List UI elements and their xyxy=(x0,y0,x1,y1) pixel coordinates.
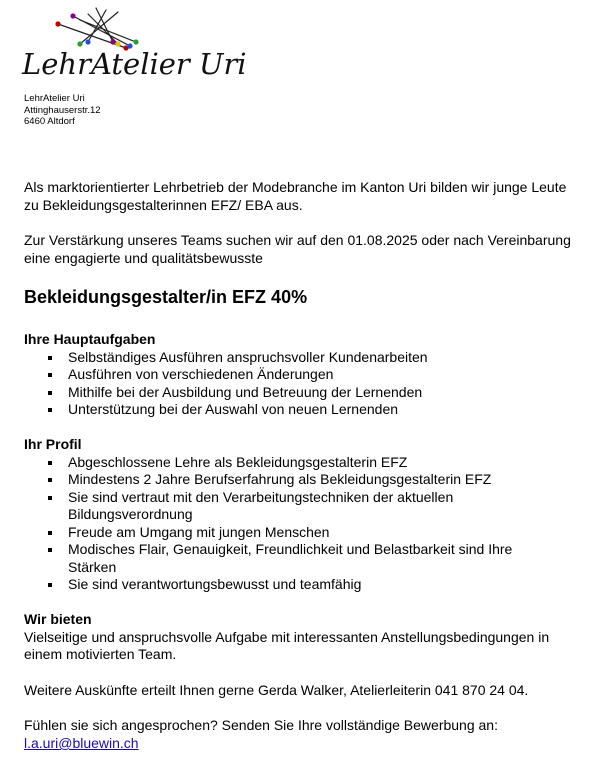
offer-text: Vielseitige und anspruchsvolle Aufgabe mit interessanten Anstellungsbedingungen in einem motivierten Team. xyxy=(24,628,550,662)
tasks-section xyxy=(24,331,584,419)
profile-list xyxy=(24,454,584,594)
tasks-list xyxy=(24,349,584,419)
list-item: Modisches Flair, Genauigkeit, Freundlichkeit und Belastbarkeit sind Ihre Stärken xyxy=(24,541,584,576)
tasks-heading: Ihre Hauptaufgaben xyxy=(24,331,156,347)
list-item: Unterstützung bei der Auswahl von neuen Lernenden xyxy=(24,401,584,419)
logo-graphic xyxy=(18,2,247,82)
offer-section xyxy=(24,611,584,664)
list-item: Selbständiges Ausführen anspruchsvoller Kundenarbeiten xyxy=(24,349,584,367)
logo xyxy=(18,2,247,82)
apply-paragraph: Fühlen sie sich angesprochen? Senden Sie Ihre vollständige Bewerbung an: xyxy=(24,717,498,733)
address-city: 6460 Altdorf xyxy=(24,116,75,127)
profile-heading: Ihr Profil xyxy=(24,436,82,452)
contact-paragraph: Weitere Auskünfte erteilt Ihnen gerne Gerda Walker, Atelierleiterin 041 870 24 04. xyxy=(24,682,529,698)
sender-address xyxy=(24,93,101,128)
offer-heading: Wir bieten xyxy=(24,611,92,627)
list-item: Mindestens 2 Jahre Berufserfahrung als Bekleidungsgestalterin EFZ xyxy=(24,471,584,489)
list-item: Ausführen von verschiedenen Änderungen xyxy=(24,366,584,384)
list-item: Mithilfe bei der Ausbildung und Betreuung der Lernenden xyxy=(24,384,584,402)
vacancy-paragraph: Zur Verstärkung unseres Teams suchen wir auf den 01.08.2025 oder nach Vereinbarung eine engagierte und qualitätsbewusste xyxy=(24,232,571,266)
address-name: LehrAtelier Uri xyxy=(24,93,85,104)
email-link[interactable]: l.a.uri@bluewin.ch xyxy=(24,735,139,751)
list-item: Sie sind vertraut mit den Verarbeitungstechniken der aktuellen Bildungsverordnung xyxy=(24,489,584,524)
list-item: Freude am Umgang mit jungen Menschen xyxy=(24,524,584,542)
logo-wordmark: LehrAtelier Uri xyxy=(22,47,247,81)
address-street: Attinghauserstr.12 xyxy=(24,104,101,116)
list-item: Sie sind verantwortungsbewusst und teamfähig xyxy=(24,576,584,594)
profile-section xyxy=(24,436,584,594)
job-title: Bekleidungsgestalter/in EFZ 40% xyxy=(24,287,308,307)
list-item: Abgeschlossene Lehre als Bekleidungsgestalterin EFZ xyxy=(24,454,584,472)
intro-paragraph: Als marktorientierter Lehrbetrieb der Modebranche im Kanton Uri bilden wir junge Leute zu Bekleidungsgestalterinnen EFZ/ EBA aus. xyxy=(24,179,567,213)
